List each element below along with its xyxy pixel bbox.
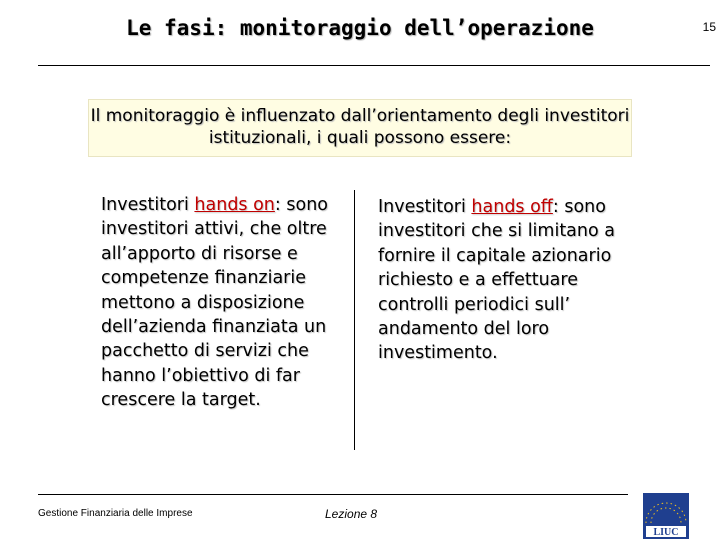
- hands-off-keyword: hands off: [471, 197, 553, 217]
- column-divider: [354, 190, 355, 450]
- hands-on-column: [101, 193, 351, 413]
- hands-on-prefix: Investitori: [101, 195, 195, 215]
- hands-on-paragraph: [101, 193, 351, 413]
- logo-text: LIUC: [653, 527, 679, 538]
- lesson-label: Lezione 8: [325, 507, 378, 521]
- title-divider: [38, 65, 710, 66]
- page-number: 15: [702, 20, 716, 34]
- hands-off-prefix: Investitori: [378, 197, 472, 217]
- liuc-logo-icon: [643, 493, 689, 539]
- intro-box: Il monitoraggio è influenzato dall’orientamento degli investitori istituzionali, i quali possono essere:: [88, 99, 632, 157]
- footer-divider: [38, 494, 628, 495]
- hands-on-description: : sono investitori attivi, che oltre all’apporto di risorse e competenze finanziarie mettono a disposizione dell’azienda finanziata un pacchetto di servizi che hanno l’obiettivo di far crescere la target.: [101, 195, 328, 411]
- course-name: Gestione Finanziaria delle Imprese: [38, 508, 193, 519]
- hands-off-description: : sono investitori che si limitano a fornire il capitale azionario richiesto e a effettuare controlli periodici sull’ andamento del loro investimento.: [378, 197, 615, 364]
- hands-off-paragraph: [378, 195, 638, 366]
- hands-off-column: [378, 195, 638, 366]
- slide-title: Le fasi: monitoraggio dell’operazione: [126, 16, 594, 40]
- hands-on-keyword: hands on: [194, 195, 275, 215]
